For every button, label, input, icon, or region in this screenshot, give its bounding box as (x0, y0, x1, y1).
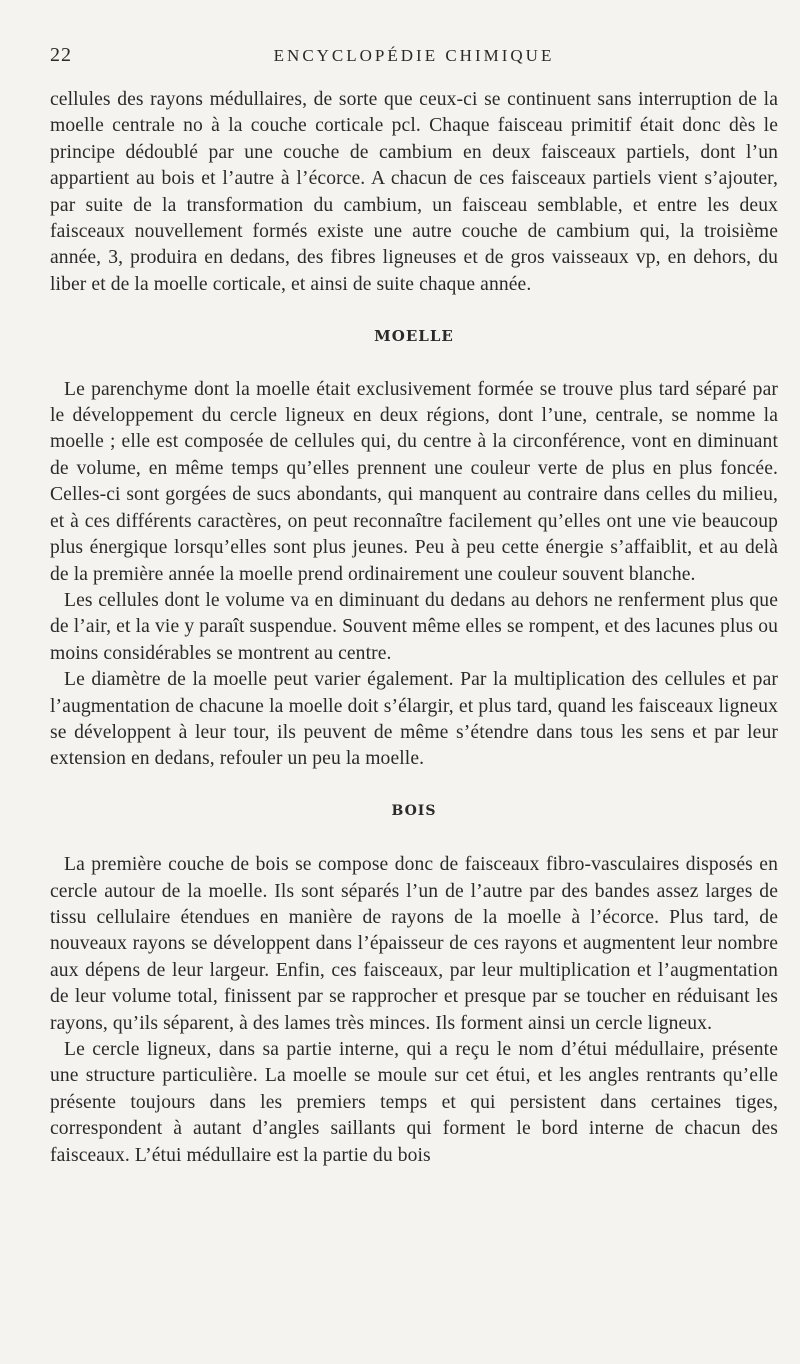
paragraph: Le cercle ligneux, dans sa partie interne, qui a reçu le nom d’étui médullaire, présente une structure particulière. La moelle se moule sur cet étui, et les angles rentrants qu’elle présente toujours dans les premiers temps et qui persistent dans certaines tiges, correspondent à autant d’angles saillants qui forment le bord interne de chacun des faisceaux. L’étui médullaire est la partie du bois (50, 1039, 778, 1166)
page-header (50, 44, 778, 68)
section-heading-bois: BOIS (391, 802, 437, 819)
section-heading-moelle: MOELLE (374, 327, 454, 346)
paragraph: Les cellules dont le volume va en diminuant du dedans au dehors ne renferment plus que de l’air, et la vie y paraît suspendue. Souvent même elles se rompent, et des lacunes plus ou moins considérables se montrent au centre. (50, 589, 778, 664)
intro-paragraph: cellules des rayons médullaires, de sorte que ceux-ci se continuent sans interruption de la moelle centrale no à la couche corticale pcl. Chaque faisceau primitif était donc dès le principe dédoublé par une couche de cambium en deux faisceaux partiels, dont l’un appartient au bois et l’autre à l’écorce. A chacun de ces faisceaux partiels vient s’ajouter, par suite de la transformation du cambium, un faisceau semblable, et entre les deux faisceaux nouvellement formés existe une autre couche de cambium qui, la troisième année, 3, produira en dedans, des fibres ligneuses et de gros vaisseaux vp, en dehors, du liber et de la moelle corticale, et ainsi de suite chaque année. (50, 89, 778, 295)
page-number: 22 (50, 44, 72, 66)
paragraph: Le diamètre de la moelle peut varier également. Par la multiplication des cellules et par l’augmentation de chacune la moelle doit s’élargir, et plus tard, quand les faisceaux ligneux se développent à leur tour, ils peuvent de même s’étendre dans tous les sens et par leur extension en dedans, refouler un peu la moelle. (50, 669, 778, 770)
paragraph: Le parenchyme dont la moelle était exclusivement formée se trouve plus tard séparé par le développement du cercle ligneux en deux régions, dont l’une, centrale, se nomme la moelle ; elle est composée de cellules qui, du centre à la circonférence, vont en diminuant de volume, en même temps qu’elles prennent une couleur verte de plus en plus foncée. Celles-ci sont gorgées de sucs abondants, qui manquent au contraire dans celles du milieu, et à ces différents caractères, on peut reconnaître facilement qu’elles ont une vie beaucoup plus énergique lorsqu’elles sont plus jeunes. Peu à peu cette énergie s’affaiblit, et au delà de la première année la moelle prend ordinairement une couleur souvent blanche. (50, 378, 778, 585)
paragraph: La première couche de bois se compose donc de faisceaux fibro-vasculaires disposés en cercle autour de la moelle. Ils sont séparés l’un de l’autre par des bandes assez larges de tissu cellulaire étendues en manière de rayons de la moelle à l’écorce. Plus tard, de nouveaux rayons se développent dans l’épaisseur de ces rayons et augmentent leur nombre aux dépens de leur largeur. Enfin, ces faisceaux, par leur multiplication et l’augmentation de leur volume total, finissent par se rapprocher et presque par se toucher en réduisant les rayons, qu’ils séparent, à des lames très minces. Ils forment ainsi un cercle ligneux. (50, 854, 778, 1034)
running-title: ENCYCLOPÉDIE CHIMIQUE (273, 46, 555, 65)
page-body (50, 87, 778, 1169)
